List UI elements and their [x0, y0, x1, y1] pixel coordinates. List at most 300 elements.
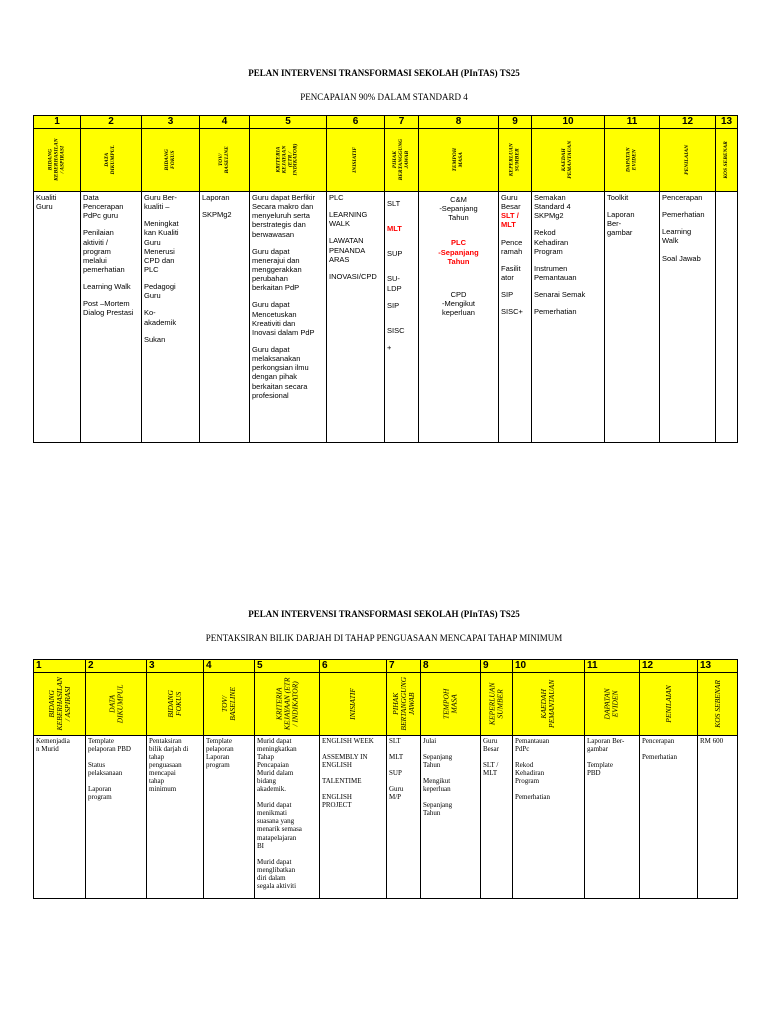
column-header-line: KEPERLUAN [508, 143, 515, 177]
text-line: Template [587, 761, 613, 770]
section1-subtitle: PENCAPAIAN 90% DALAM STANDARD 4 [300, 92, 468, 102]
text-line: Pentaksiran [149, 737, 182, 745]
text-line: minimum [149, 785, 177, 794]
column-header-line: BERTANGGUNG [398, 677, 408, 731]
text-line: LDP [387, 283, 402, 293]
column-number: 8 [421, 660, 481, 673]
text-line: MLT [389, 753, 404, 762]
text-line: diri dalam [257, 873, 286, 882]
text-line: aktiviti / [83, 237, 109, 247]
column-number: 10 [532, 116, 605, 129]
text-line: Semakan [534, 193, 566, 202]
column-header-line: BERTANGGUNG [397, 139, 404, 181]
text-line: pelaporan [206, 745, 234, 754]
text-line: menikmati [257, 809, 287, 818]
text-line: -Mengikut [442, 298, 475, 308]
text-line: Murid dapat [257, 801, 292, 810]
column-number-row [34, 660, 738, 673]
text-line: Laporan [607, 210, 635, 220]
text-line: Instrumen [534, 263, 568, 273]
text-line: MLT [483, 769, 498, 778]
text-line: PdPc [515, 745, 530, 754]
text-line: Pencapaian [257, 761, 289, 770]
text-line: INOVASI/CPD [329, 271, 377, 281]
text-line: WALK [329, 219, 350, 229]
column-header [142, 129, 200, 192]
text-line: Secara makro dan [252, 202, 314, 212]
text-line: PLC [144, 264, 159, 274]
text-line: Dialog Prestasi [83, 308, 134, 318]
column-header-line: DAPATAN [625, 147, 632, 173]
column-header-line: KRITERIA [274, 687, 284, 721]
column-header [481, 673, 513, 736]
column-header-line: / ASPIRASI [62, 686, 72, 722]
cell-kriteria-kejayaan [250, 192, 327, 443]
cell-bidang-keberhasilan [34, 192, 81, 443]
column-header-line: INISIATIF [348, 688, 358, 720]
column-header-line: FOKUS [174, 691, 183, 717]
column-number: 4 [200, 116, 250, 129]
column-header [86, 673, 147, 736]
text-line: LEARNING [329, 210, 368, 220]
text-line: Guru dapat [252, 344, 290, 354]
text-line: Template [88, 737, 114, 745]
column-number: 8 [419, 116, 499, 129]
text-line: PLC [451, 238, 466, 248]
column-header [419, 129, 499, 192]
text-line: berkaitan secara [252, 381, 308, 391]
column-number: 7 [387, 660, 421, 673]
column-header [204, 673, 255, 736]
column-header-line: BIDANG [166, 690, 176, 718]
text-line: Murid dapat [257, 737, 292, 745]
column-number: 2 [81, 116, 142, 129]
text-line: Kehadiran [534, 237, 569, 247]
text-line: Kehadiran [515, 769, 545, 778]
text-line: menggerakkan [252, 264, 302, 274]
text-line: kualiti – [144, 202, 170, 212]
text-line: Standard 4 [534, 202, 571, 212]
text-line: ator [501, 272, 514, 282]
text-line: berwawasan [252, 229, 295, 239]
text-line: melaksanakan [252, 354, 301, 364]
column-header [34, 673, 86, 736]
text-line: Pemerhatian [534, 307, 577, 317]
text-line: ARAS [329, 254, 350, 264]
cell-kaedah-pemantauan [513, 736, 585, 899]
column-header [320, 673, 387, 736]
text-line: keperluan [423, 785, 451, 794]
column-header-line: PIHAK [390, 692, 400, 716]
section1-title: PELAN INTERVENSI TRANSFORMASI SEKOLAH (PInTAS) TS25 [248, 68, 520, 78]
cell-tempoh-masa [419, 192, 499, 443]
text-line: Murid dalam [257, 769, 294, 778]
text-line: Toolkit [607, 193, 629, 202]
column-header-line: PIHAK [391, 151, 398, 169]
text-line: Template [206, 737, 232, 745]
text-line: Tahun [423, 761, 441, 770]
text-line: SLT [389, 737, 401, 745]
column-number: 11 [585, 660, 640, 673]
text-line: Besar [483, 745, 499, 754]
text-line: Soal Jawab [662, 253, 701, 263]
column-header-line: BASELINE [228, 687, 237, 721]
cell-bidang-keberhasilan [34, 736, 86, 899]
text-line: Meningkat [144, 219, 179, 229]
text-line: Guru dapat [252, 246, 290, 256]
column-header-line: BIDANG [46, 690, 56, 718]
text-line: LAWATAN [329, 236, 364, 246]
text-line: Program [515, 777, 540, 786]
text-line: MLT [501, 220, 516, 230]
cell-inisiatif [320, 736, 387, 899]
text-line: BI [257, 841, 264, 850]
column-header-line: / ASPIRASI [58, 146, 65, 174]
cell-data-dikumpul [81, 192, 142, 443]
text-line: Inovasi dalam PdP [252, 327, 315, 337]
column-header-line: KEPERLUAN [487, 682, 497, 726]
text-line: PLC [329, 193, 344, 202]
text-line: + [387, 342, 392, 352]
text-line: Pemerhatian [662, 210, 705, 220]
column-header-line: JAWAB [406, 692, 416, 716]
column-header-line: KAEDAH [561, 148, 568, 172]
column-header-line: KRITERIA [275, 147, 282, 173]
text-line: SLT / [483, 761, 499, 770]
column-number: 3 [147, 660, 204, 673]
text-line: Laporan Ber- [587, 737, 625, 745]
column-header-line: PEMANTAUAN [567, 141, 573, 179]
text-line: Pencerapan [662, 193, 703, 202]
column-number: 11 [605, 116, 660, 129]
text-line: Data [83, 193, 99, 202]
column-header-line: INISIATIF [351, 146, 358, 173]
text-line: Pencerapan [642, 737, 675, 745]
text-line: berkaitan PdP [252, 283, 300, 293]
text-line: matapelajaran [257, 833, 297, 842]
text-line: PENANDA [329, 245, 366, 255]
text-line: perubahan [252, 274, 288, 284]
column-header-row [34, 129, 738, 192]
text-line: SKPMg2 [202, 210, 232, 220]
section2-subtitle: PENTAKSIRAN BILIK DARJAH DI TAHAP PENGUASAAN MENCAPAI TAHAP MINIMUM [205, 633, 563, 643]
text-line: program [88, 793, 112, 802]
cell-dapatan-eviden [585, 736, 640, 899]
cell-penilaian [660, 192, 716, 443]
column-header-line: EVIDEN [631, 149, 637, 171]
table-row [34, 736, 738, 899]
text-line: SKPMg2 [534, 211, 564, 221]
text-line: Murid dapat [257, 857, 292, 866]
text-line: profesional [252, 390, 289, 400]
column-number: 12 [660, 116, 716, 129]
column-number: 13 [698, 660, 738, 673]
column-number: 9 [499, 116, 532, 129]
cell-dapatan-eviden [605, 192, 660, 443]
text-line: Sepanjang [423, 753, 453, 762]
column-header-line: BIDANG [47, 149, 54, 171]
text-line: Rekod [534, 228, 556, 238]
text-line: Laporan [206, 753, 230, 762]
cell-kriteria-kejayaan [255, 736, 320, 899]
column-header [698, 673, 738, 736]
cell-data-dikumpul [86, 736, 147, 899]
text-line: Guru [36, 202, 53, 212]
text-line: TALENTIME [322, 777, 362, 786]
text-line: -Sepanjang [438, 247, 479, 257]
column-number-row [34, 116, 738, 129]
column-header-line: FOKUS [169, 150, 176, 170]
text-line: suasana yang [257, 817, 295, 826]
column-number: 3 [142, 116, 200, 129]
text-line: Tahun [447, 256, 470, 266]
text-line: Pemantauan [515, 737, 550, 745]
cell-tov-baseline [204, 736, 255, 899]
column-header-line: BIDANG [163, 149, 170, 171]
text-line: Guru [483, 737, 498, 745]
text-line: Laporan [88, 785, 112, 794]
column-number: 6 [320, 660, 387, 673]
text-line: Senarai Semak [534, 290, 586, 300]
text-line: mencapai [149, 769, 176, 778]
text-line: Guru [144, 237, 161, 247]
text-line: pelaksanaan [88, 769, 123, 778]
text-line: Pemerhatian [642, 753, 677, 762]
cell-penilaian [640, 736, 698, 899]
column-header-line: KEJAYAAN [281, 146, 288, 174]
column-header-line: SUMBER [495, 689, 505, 719]
column-header [387, 673, 421, 736]
column-header-line: KEBERHASILAN [54, 677, 64, 731]
text-line: M/P [389, 793, 402, 802]
text-line: Guru dapat [252, 300, 290, 310]
column-header [499, 129, 532, 192]
column-header-line: KOS SEBENAR [712, 680, 722, 728]
column-header-line: KEBERHASILAN [53, 138, 60, 182]
column-number: 4 [204, 660, 255, 673]
text-line: penguasaan [149, 761, 182, 770]
text-line: Guru [501, 193, 518, 202]
column-header-line: KAEDAH [539, 689, 549, 719]
column-number: 12 [640, 660, 698, 673]
column-header [421, 673, 481, 736]
column-number: 2 [86, 660, 147, 673]
text-line: PROJECT [322, 801, 352, 810]
column-header-line: KOS SEBENAR [722, 141, 729, 179]
text-line: program [206, 761, 230, 770]
text-line: keperluan [442, 308, 475, 318]
column-header [327, 129, 385, 192]
text-line: Status [88, 761, 106, 770]
text-line: gambar [607, 228, 633, 238]
column-number: 9 [481, 660, 513, 673]
text-line: SIP [501, 290, 514, 300]
text-line: Ber- [607, 219, 622, 229]
column-header-line: TEMPOH [441, 688, 451, 720]
text-line: SUP [387, 249, 403, 259]
text-line: Besar [501, 202, 521, 212]
cell-tempoh-masa [421, 736, 481, 899]
cell-keperluan-sumber [481, 736, 513, 899]
text-line: ramah [501, 246, 523, 256]
column-header [513, 673, 585, 736]
text-line: SLT / [501, 211, 519, 221]
text-line: RM 600 [700, 737, 724, 745]
column-header-line: TOV/ [220, 695, 230, 713]
text-line: perkongsian ilmu [252, 363, 309, 373]
column-header [532, 129, 605, 192]
column-header-line: PEMANTAUAN [547, 679, 557, 729]
text-line: ENGLISH WEEK [322, 737, 374, 745]
text-line: segala aktiviti [257, 881, 297, 890]
column-header-line: PENILAIAN [683, 145, 690, 175]
text-line: dengan pihak [252, 372, 298, 382]
column-header-line: PENILAIAN [663, 685, 673, 723]
text-line: Menerusi [144, 246, 175, 256]
column-header-line: DAPATAN [603, 688, 613, 720]
cell-kos-sebenar [698, 736, 738, 899]
text-line: Ko- [144, 308, 156, 318]
column-header [585, 673, 640, 736]
text-line: Rekod [515, 761, 534, 770]
column-header-line: DIKUMPUL [115, 684, 124, 724]
text-line: Penilaian [83, 228, 114, 238]
column-header-line: BASELINE [223, 146, 230, 174]
text-line: Pemerhatian [515, 793, 550, 802]
section2-title: PELAN INTERVENSI TRANSFORMASI SEKOLAH (PInTAS) TS25 [248, 609, 520, 619]
text-line: -Sepanjang [439, 204, 478, 214]
column-header-line: (ETR / [287, 152, 293, 168]
text-line: melalui [83, 255, 107, 265]
column-header-line: EVIDEN [611, 690, 620, 718]
column-header [605, 129, 660, 192]
column-header-line: DIKUMPUL [110, 145, 116, 175]
column-header [250, 129, 327, 192]
column-header [34, 129, 81, 192]
text-line: Guru dapat Berfikir [252, 193, 315, 202]
text-line: Learning Walk [83, 282, 131, 292]
text-line: Pedagogi [144, 282, 176, 292]
column-header-line: DATA [104, 152, 111, 168]
text-line: SIP [387, 300, 400, 310]
column-header [255, 673, 320, 736]
cell-pihak-bertanggungjawab [385, 192, 419, 443]
text-line: Program [534, 246, 563, 256]
text-line: Tahun [423, 809, 441, 818]
text-line: PdPc guru [83, 211, 119, 221]
column-header-line: SUMBER [514, 148, 521, 172]
text-line: Guru [389, 785, 404, 794]
column-header-line: DATA [107, 695, 117, 713]
cell-kaedah-pemantauan [532, 192, 605, 443]
text-line: MLT [387, 224, 402, 234]
column-header-line: KEJAYAAN (ETR [282, 677, 292, 731]
text-line: Sepanjang [423, 801, 453, 810]
cell-bidang-fokus [142, 192, 200, 443]
section2-table [33, 659, 738, 899]
text-line: C&M [450, 195, 467, 204]
column-header-line: JAWAB [403, 151, 410, 169]
column-header-line: MASA [449, 694, 459, 714]
text-line: pelaporan PBD [88, 745, 131, 754]
text-line: Walk [662, 236, 679, 246]
column-header [660, 129, 716, 192]
text-line: Guru Ber- [144, 193, 177, 202]
column-header [200, 129, 250, 192]
text-line: n Murid [36, 745, 59, 754]
column-header-line: / INDIKATOR) [289, 681, 299, 727]
column-header [716, 129, 738, 192]
text-line: Tahap [257, 753, 275, 762]
text-line: Kemenjadia [36, 737, 70, 745]
column-header [81, 129, 142, 192]
text-line: meningkatkan [257, 745, 297, 754]
text-line: Julai [423, 737, 437, 745]
column-header [147, 673, 204, 736]
cell-kos-sebenar [716, 192, 738, 443]
text-line: tahap [149, 753, 165, 762]
text-line: menarik semasa [257, 825, 302, 834]
text-line: gambar [587, 745, 608, 754]
text-line: CPD dan [144, 255, 175, 265]
text-line: menyeluruh serta [252, 211, 310, 221]
column-number: 5 [250, 116, 327, 129]
table-row [34, 192, 738, 443]
text-line: SU- [387, 274, 400, 284]
text-line: Pemantauan [534, 272, 577, 282]
text-line: Tahun [448, 213, 469, 223]
text-line: Mengikut [423, 777, 451, 786]
text-line: berstrategis dan [252, 220, 306, 230]
text-line: Kreativiti dan [252, 318, 296, 328]
text-line: pemerhatian [83, 264, 125, 274]
section1-table [33, 115, 738, 443]
text-line: SUP [389, 769, 402, 778]
text-line: bilik darjah di [149, 745, 189, 754]
text-line: Laporan [202, 193, 230, 202]
text-block [501, 230, 529, 317]
column-number: 10 [513, 660, 585, 673]
column-header-line: TEMPOH [451, 148, 458, 172]
column-number: 1 [34, 116, 81, 129]
text-line: akademik [144, 317, 177, 327]
column-header [640, 673, 698, 736]
column-number: 6 [327, 116, 385, 129]
text-line: ENGLISH [322, 761, 352, 770]
text-line: CPD [450, 289, 467, 299]
text-line: Post –Mortem [83, 299, 130, 309]
text-line: program [83, 246, 111, 256]
text-line: tahap [149, 777, 165, 786]
text-line: akademik. [257, 785, 286, 794]
text-line: menglibatkan [257, 865, 296, 874]
column-number: 1 [34, 660, 86, 673]
cell-pihak-bertanggungjawab [387, 736, 421, 899]
cell-keperluan-sumber [499, 192, 532, 443]
text-line: Sukan [144, 334, 166, 344]
column-number: 5 [255, 660, 320, 673]
text-line: Kualiti [36, 193, 57, 202]
text-line: Guru [144, 291, 161, 301]
text-line: Fasilit [501, 263, 521, 273]
text-line: Learning [662, 227, 692, 237]
cell-bidang-fokus [147, 736, 204, 899]
text-line: Pence [501, 237, 523, 247]
column-number: 7 [385, 116, 419, 129]
column-header [385, 129, 419, 192]
cell-inisiatif [327, 192, 385, 443]
text-line: SISC+ [501, 307, 523, 317]
